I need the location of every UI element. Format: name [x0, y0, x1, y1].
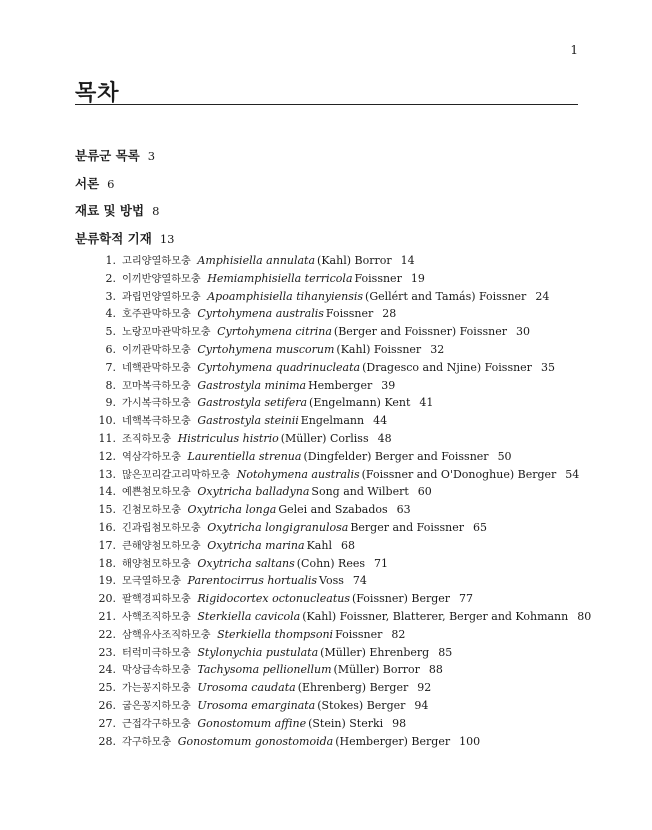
author-citation: (Hemberger) Berger [335, 734, 451, 748]
scientific-name: Tachysoma pellionellum [197, 663, 332, 677]
entry-page-number: 44 [373, 414, 388, 428]
scientific-name: Urosoma caudata [197, 681, 296, 695]
entry-number: 26. [98, 698, 116, 712]
korean-name: 가는꽁지하모충 [122, 683, 191, 695]
author-citation: (Dragesco and Njine) Foissner [362, 360, 532, 374]
toc-section-entry[interactable] [75, 174, 174, 202]
section-page-number: 8 [152, 204, 160, 218]
entry-number: 24. [98, 663, 116, 677]
author-citation: (Foissner) Berger [351, 592, 451, 606]
scientific-name: Notohymena australis [236, 467, 360, 481]
entry-page-number: 48 [377, 431, 392, 445]
entry-number: 22. [98, 627, 116, 641]
scientific-name: Amphisiella annulata [197, 254, 316, 267]
korean-name: 팔핵경피하모충 [122, 594, 191, 606]
author-citation: (Kahl) Foissner [336, 342, 422, 356]
section-title: 재료 및 방법 [75, 203, 145, 218]
entry-number: 20. [98, 592, 116, 606]
toc-species-entry[interactable] [96, 323, 591, 341]
entry-page-number: 71 [374, 556, 388, 570]
toc-species-entry[interactable] [96, 679, 591, 697]
entry-page-number: 63 [396, 503, 411, 517]
toc-species-entry[interactable] [96, 448, 591, 466]
entry-number: 7. [105, 360, 116, 374]
entry-page-number: 14 [400, 254, 415, 267]
entry-page-number: 32 [430, 342, 445, 356]
korean-name: 굽은꽁지하모충 [122, 700, 191, 712]
toc-species-entry[interactable] [96, 608, 591, 626]
entry-page-number: 54 [565, 467, 580, 481]
entry-page-number: 41 [419, 396, 434, 410]
korean-name: 꼬마복극하모충 [122, 380, 191, 392]
entry-number: 15. [98, 503, 116, 517]
toc-species-entry[interactable] [96, 697, 591, 715]
korean-name: 각구하모충 [122, 736, 172, 748]
entry-number: 3. [105, 289, 116, 303]
entry-page-number: 30 [515, 325, 530, 339]
korean-name: 조직하모충 [122, 433, 172, 445]
toc-species-entry[interactable] [96, 412, 591, 430]
korean-name: 모극열하모충 [122, 576, 182, 588]
scientific-name: Oxytricha saltans [197, 556, 295, 570]
toc-species-entry[interactable] [96, 394, 591, 412]
author-citation: Song and Wilbert [311, 485, 409, 499]
scientific-name: Histriculus histrio [177, 431, 279, 445]
author-citation: Foissner [335, 627, 383, 641]
entry-page-number: 74 [352, 574, 367, 588]
entry-page-number: 24 [535, 289, 550, 303]
entry-number: 2. [105, 271, 116, 285]
species-list [96, 252, 591, 750]
entry-page-number: 92 [417, 681, 432, 695]
section-page-number: 3 [147, 149, 156, 163]
entry-number: 16. [98, 520, 116, 534]
toc-species-entry[interactable] [96, 288, 591, 306]
korean-name: 이끼관막하모충 [122, 344, 191, 356]
entry-page-number: 39 [381, 378, 396, 392]
toc-species-entry[interactable] [96, 466, 591, 484]
entry-page-number: 28 [382, 307, 397, 321]
section-title: 분류군 목록 [75, 148, 140, 163]
page-title: 목차 [75, 81, 120, 106]
toc-species-entry[interactable] [96, 661, 591, 679]
scientific-name: Oxytricha longa [187, 503, 277, 517]
author-citation: (Foissner and O'Donoghue) Berger [361, 467, 557, 481]
toc-species-entry[interactable] [96, 501, 591, 519]
section-title: 서론 [75, 175, 100, 191]
section-page-number: 6 [107, 176, 115, 191]
entry-number: 13. [98, 467, 116, 481]
entry-number: 10. [98, 414, 116, 428]
entry-page-number: 98 [392, 716, 407, 730]
section-page-number: 13 [159, 231, 175, 246]
toc-section-entry[interactable] [75, 146, 174, 174]
toc-species-entry[interactable] [96, 626, 591, 644]
scientific-name: Urosoma emarginata [197, 698, 316, 712]
entry-number: 28. [98, 734, 116, 748]
author-citation: (Ehrenberg) Berger [297, 681, 409, 695]
toc-species-entry[interactable] [96, 483, 591, 501]
korean-name: 호주관막하모충 [122, 309, 191, 321]
entry-page-number: 82 [391, 627, 406, 641]
korean-name: 가시복극하모충 [122, 398, 191, 410]
entry-number: 1. [105, 254, 116, 267]
korean-name: 이끼반양열하모충 [122, 273, 201, 285]
entry-page-number: 35 [540, 360, 555, 374]
entry-number: 23. [98, 645, 116, 659]
entry-page-number: 85 [438, 645, 453, 659]
scientific-name: Parentocirrus hortualis [187, 574, 318, 588]
toc-species-entry[interactable] [96, 305, 591, 323]
entry-number: 5. [105, 325, 116, 339]
entry-number: 8. [105, 378, 116, 392]
entry-number: 14. [98, 485, 116, 499]
entry-number: 18. [98, 556, 116, 570]
scientific-name: Cyrtohymena australis [197, 307, 324, 321]
author-citation: (Engelmann) Kent [309, 396, 411, 410]
title-rule [75, 104, 578, 105]
korean-name: 네핵복극하모충 [122, 416, 191, 428]
korean-name: 고리양열하모충 [122, 256, 191, 267]
toc-species-entry[interactable] [96, 377, 591, 395]
toc-species-entry[interactable] [96, 270, 591, 288]
section-title: 분류학적 기재 [75, 230, 152, 246]
scientific-name: Gastrostyla setifera [197, 396, 308, 410]
scientific-name: Gastrostyla minima [197, 378, 307, 392]
scientific-name: Apoamphisiella tihanyiensis [207, 289, 364, 303]
scientific-name: Sterkiella cavicola [197, 609, 301, 623]
author-citation: Engelmann [300, 414, 365, 428]
toc-species-entry[interactable] [96, 537, 591, 555]
korean-name: 긴첨모하모충 [122, 505, 182, 517]
scientific-name: Gonostomum gonostomoida [177, 734, 334, 748]
entry-number: 21. [98, 609, 116, 623]
author-citation: Hemberger [308, 378, 373, 392]
author-citation: (Berger and Foissner) Foissner [333, 325, 507, 339]
scientific-name: Laurentiella strenua [187, 449, 302, 463]
author-citation: Gelei and Szabados [278, 503, 388, 517]
author-citation: Kahl [306, 538, 332, 552]
entry-number: 27. [98, 716, 116, 730]
toc-species-entry[interactable] [96, 341, 591, 359]
entry-page-number: 19 [410, 271, 425, 285]
entry-page-number: 100 [459, 734, 481, 748]
entry-page-number: 65 [472, 520, 487, 534]
toc-species-entry[interactable] [96, 430, 591, 448]
entry-page-number: 68 [340, 538, 355, 552]
author-citation: (Gellért and Tamás) Foissner [365, 289, 527, 303]
korean-name: 노랑꼬마관막하모충 [122, 327, 211, 339]
author-citation: Foissner [354, 271, 402, 285]
section-list [75, 146, 174, 256]
scientific-name: Oxytricha longigranulosa [207, 520, 349, 534]
toc-species-entry[interactable] [96, 644, 591, 662]
toc-species-entry[interactable] [96, 572, 591, 590]
entry-number: 12. [98, 449, 116, 463]
author-citation: (Kahl) Borror [317, 254, 392, 267]
korean-name: 근접각구하모충 [122, 718, 191, 730]
author-citation: (Dingfelder) Berger and Foissner [303, 449, 489, 463]
scientific-name: Cyrtohymena muscorum [197, 342, 335, 356]
entry-number: 4. [105, 307, 116, 321]
korean-name: 역삼각하모충 [122, 451, 182, 463]
korean-name: 큰해양첨모하모충 [122, 540, 201, 552]
korean-name: 예쁜첨모하모충 [122, 487, 191, 499]
author-citation: (Stein) Sterki [308, 716, 384, 730]
korean-name: 막상급속하모충 [122, 665, 191, 677]
entry-number: 17. [98, 538, 116, 552]
author-citation: Berger and Foissner [350, 520, 464, 534]
toc-species-entry[interactable] [96, 555, 591, 573]
toc-species-entry[interactable] [96, 519, 591, 537]
entry-number: 19. [98, 574, 116, 588]
entry-page-number: 77 [459, 592, 474, 606]
scientific-name: Oxytricha marina [207, 538, 305, 552]
author-citation: (Müller) Corliss [280, 431, 369, 445]
korean-name: 삼핵유사조직하모충 [122, 629, 211, 641]
entry-page-number: 60 [417, 485, 432, 499]
korean-name: 사핵조직하모충 [122, 611, 191, 623]
toc-species-entry[interactable] [96, 733, 591, 751]
toc-species-entry[interactable] [96, 715, 591, 733]
korean-name: 해양첨모하모충 [122, 558, 191, 570]
scientific-name: Cyrtohymena citrina [217, 325, 332, 339]
author-citation: (Müller) Ehrenberg [320, 645, 430, 659]
scientific-name: Hemiamphisiella terricola [207, 271, 353, 285]
entry-page-number: 94 [414, 698, 429, 712]
korean-name: 과립먼양열하모충 [122, 291, 201, 303]
toc-section-entry[interactable] [75, 201, 174, 229]
scientific-name: Stylonychia pustulata [197, 645, 319, 659]
entry-page-number: 80 [577, 609, 592, 623]
scientific-name: Cyrtohymena quadrinucleata [197, 360, 361, 374]
author-citation: (Kahl) Foissner, Blatterer, Berger and Kohmann [302, 609, 569, 623]
toc-species-entry[interactable] [96, 359, 591, 377]
entry-number: 11. [98, 431, 116, 445]
author-citation: (Müller) Borror [333, 663, 420, 677]
entry-number: 6. [105, 342, 116, 356]
scientific-name: Rigidocortex octonucleatus [197, 592, 350, 606]
korean-name: 많은꼬리갈고리막하모충 [122, 469, 231, 481]
page-number: 1 [570, 43, 578, 57]
scientific-name: Gastrostyla steinii [197, 414, 299, 428]
toc-species-entry[interactable] [96, 590, 591, 608]
entry-number: 9. [105, 396, 116, 410]
korean-name: 터럭미극하모충 [122, 647, 191, 659]
entry-page-number: 50 [497, 449, 512, 463]
author-citation: (Cohn) Rees [296, 556, 365, 570]
scientific-name: Oxytricha balladyna [197, 485, 310, 499]
korean-name: 긴과립첨모하모충 [122, 522, 201, 534]
toc-species-entry[interactable] [96, 252, 591, 270]
author-citation: Voss [319, 574, 344, 588]
scientific-name: Sterkiella thompsoni [217, 627, 334, 641]
entry-number: 25. [98, 681, 116, 695]
author-citation: (Stokes) Berger [317, 698, 406, 712]
entry-page-number: 88 [428, 663, 443, 677]
author-citation: Foissner [325, 307, 374, 321]
scientific-name: Gonostomum affine [197, 716, 307, 730]
korean-name: 네핵관막하모충 [122, 362, 191, 374]
